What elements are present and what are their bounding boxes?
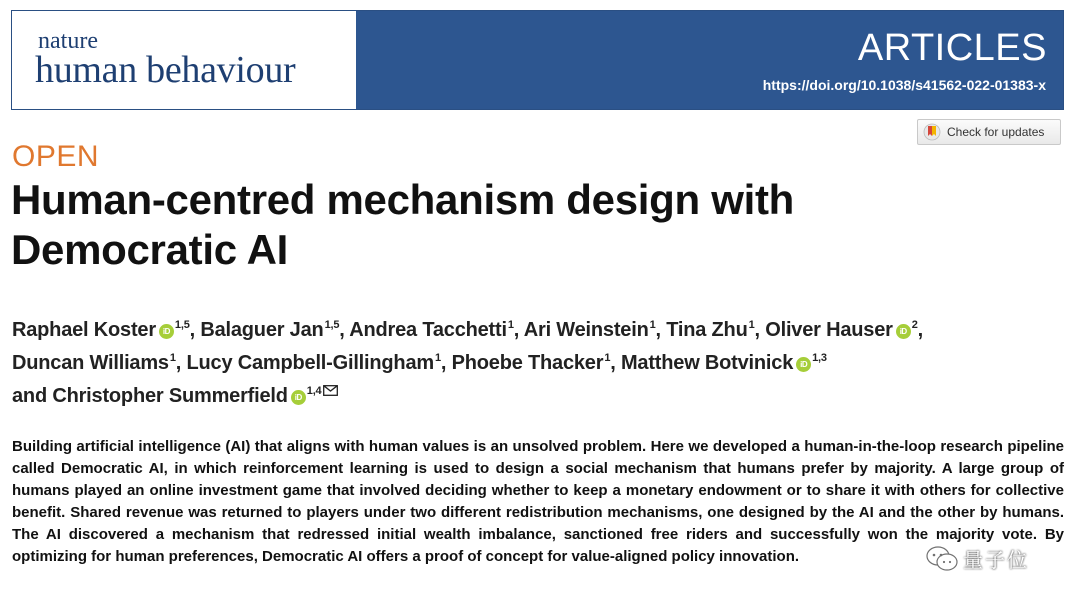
affiliation-superscript[interactable]: 1 (604, 352, 611, 365)
affiliation-superscript[interactable]: 2 (911, 319, 918, 332)
abstract: Building artificial intelligence (AI) that aligns with human values is an unsolved problem. Here we developed a human-in-the-loop research pipeline called Democratic AI, in which reinforcement learning is used to design a social mechanism that humans prefer by majority. A large group of humans played an online investment game that involved deciding whether to keep a monetary endowment or to share it with others for collective benefit. Shared revenue was returned to players under two different redistribution mechanisms, one designed by the AI and the other by humans. The AI discovered a mechanism that redressed initial wealth imbalance, sanctioned free riders and successfully won the majority vote. By optimizing for human preferences, Democratic AI offers a proof of concept for value-aligned policy innovation. (12, 438, 1064, 565)
affiliation-superscript[interactable]: 1 (649, 319, 656, 332)
author[interactable] (12, 319, 190, 341)
affiliation-superscript[interactable]: 1 (507, 319, 514, 332)
author-prefix: and (12, 385, 53, 407)
author-separator: , (610, 352, 621, 374)
affiliation-superscript[interactable]: 1,5 (324, 319, 340, 332)
orcid-icon[interactable]: iD (896, 324, 911, 339)
watermark (925, 544, 1029, 573)
author-separator: , (754, 319, 766, 341)
author-separator: , (339, 319, 350, 341)
author-name: Duncan Williams (12, 352, 169, 374)
orcid-icon[interactable]: iD (159, 324, 174, 339)
author-name: Christopher Summerfield (52, 385, 288, 407)
author-list (12, 314, 1072, 413)
check-for-updates-label: Check for updates (947, 125, 1045, 139)
affiliation-superscript[interactable]: 1 (169, 352, 176, 365)
orcid-icon[interactable]: iD (796, 357, 811, 372)
author-separator: , (175, 352, 187, 374)
author-name: Raphael Koster (12, 319, 156, 341)
author[interactable] (621, 352, 827, 374)
author[interactable] (349, 319, 514, 341)
check-for-updates-button[interactable] (917, 119, 1061, 145)
author[interactable] (200, 319, 339, 341)
author-name: Ari Weinstein (523, 319, 649, 341)
author-separator: , (655, 319, 667, 341)
author[interactable] (524, 319, 656, 341)
journal-name-line2: human behaviour (35, 49, 296, 91)
journal-logo[interactable] (12, 11, 358, 109)
author[interactable] (187, 352, 441, 374)
affiliation-superscript[interactable]: 1,4 (306, 385, 322, 398)
author-separator: , (189, 319, 201, 341)
author-name: Matthew Botvinick (620, 352, 794, 374)
author-name: Tina Zhu (666, 319, 748, 341)
doi-link[interactable]: https://doi.org/10.1038/s41562-022-01383-x (762, 77, 1046, 93)
journal-name-line1: nature (38, 28, 98, 54)
wechat-icon (925, 545, 959, 573)
author[interactable] (12, 385, 338, 407)
author-separator: , (917, 319, 923, 341)
affiliation-superscript[interactable]: 1,5 (174, 319, 190, 332)
author[interactable] (765, 319, 917, 341)
email-icon[interactable] (323, 385, 338, 396)
author[interactable] (12, 352, 176, 374)
author[interactable] (666, 319, 754, 341)
section-label: ARTICLES (857, 27, 1047, 69)
affiliation-superscript[interactable]: 1 (748, 319, 755, 332)
check-for-updates-icon (923, 123, 941, 141)
affiliation-superscript[interactable]: 1 (434, 352, 441, 365)
watermark-text: 量子位 (963, 548, 1029, 572)
author-name: Oliver Hauser (765, 319, 893, 341)
author-name: Balaguer Jan (200, 319, 324, 341)
author-separator: , (513, 319, 524, 341)
author-name: Phoebe Thacker (451, 352, 604, 374)
author[interactable] (452, 352, 611, 374)
author-separator: , (440, 352, 452, 374)
orcid-icon[interactable]: iD (291, 390, 306, 405)
article-title: Human-centred mechanism design with Democratic AI (11, 176, 794, 273)
author-name: Lucy Campbell-Gillingham (186, 352, 434, 374)
author-name: Andrea Tacchetti (349, 319, 507, 341)
journal-header (11, 10, 1064, 110)
affiliation-superscript[interactable]: 1,3 (812, 352, 827, 365)
open-access-label: OPEN (12, 140, 100, 173)
